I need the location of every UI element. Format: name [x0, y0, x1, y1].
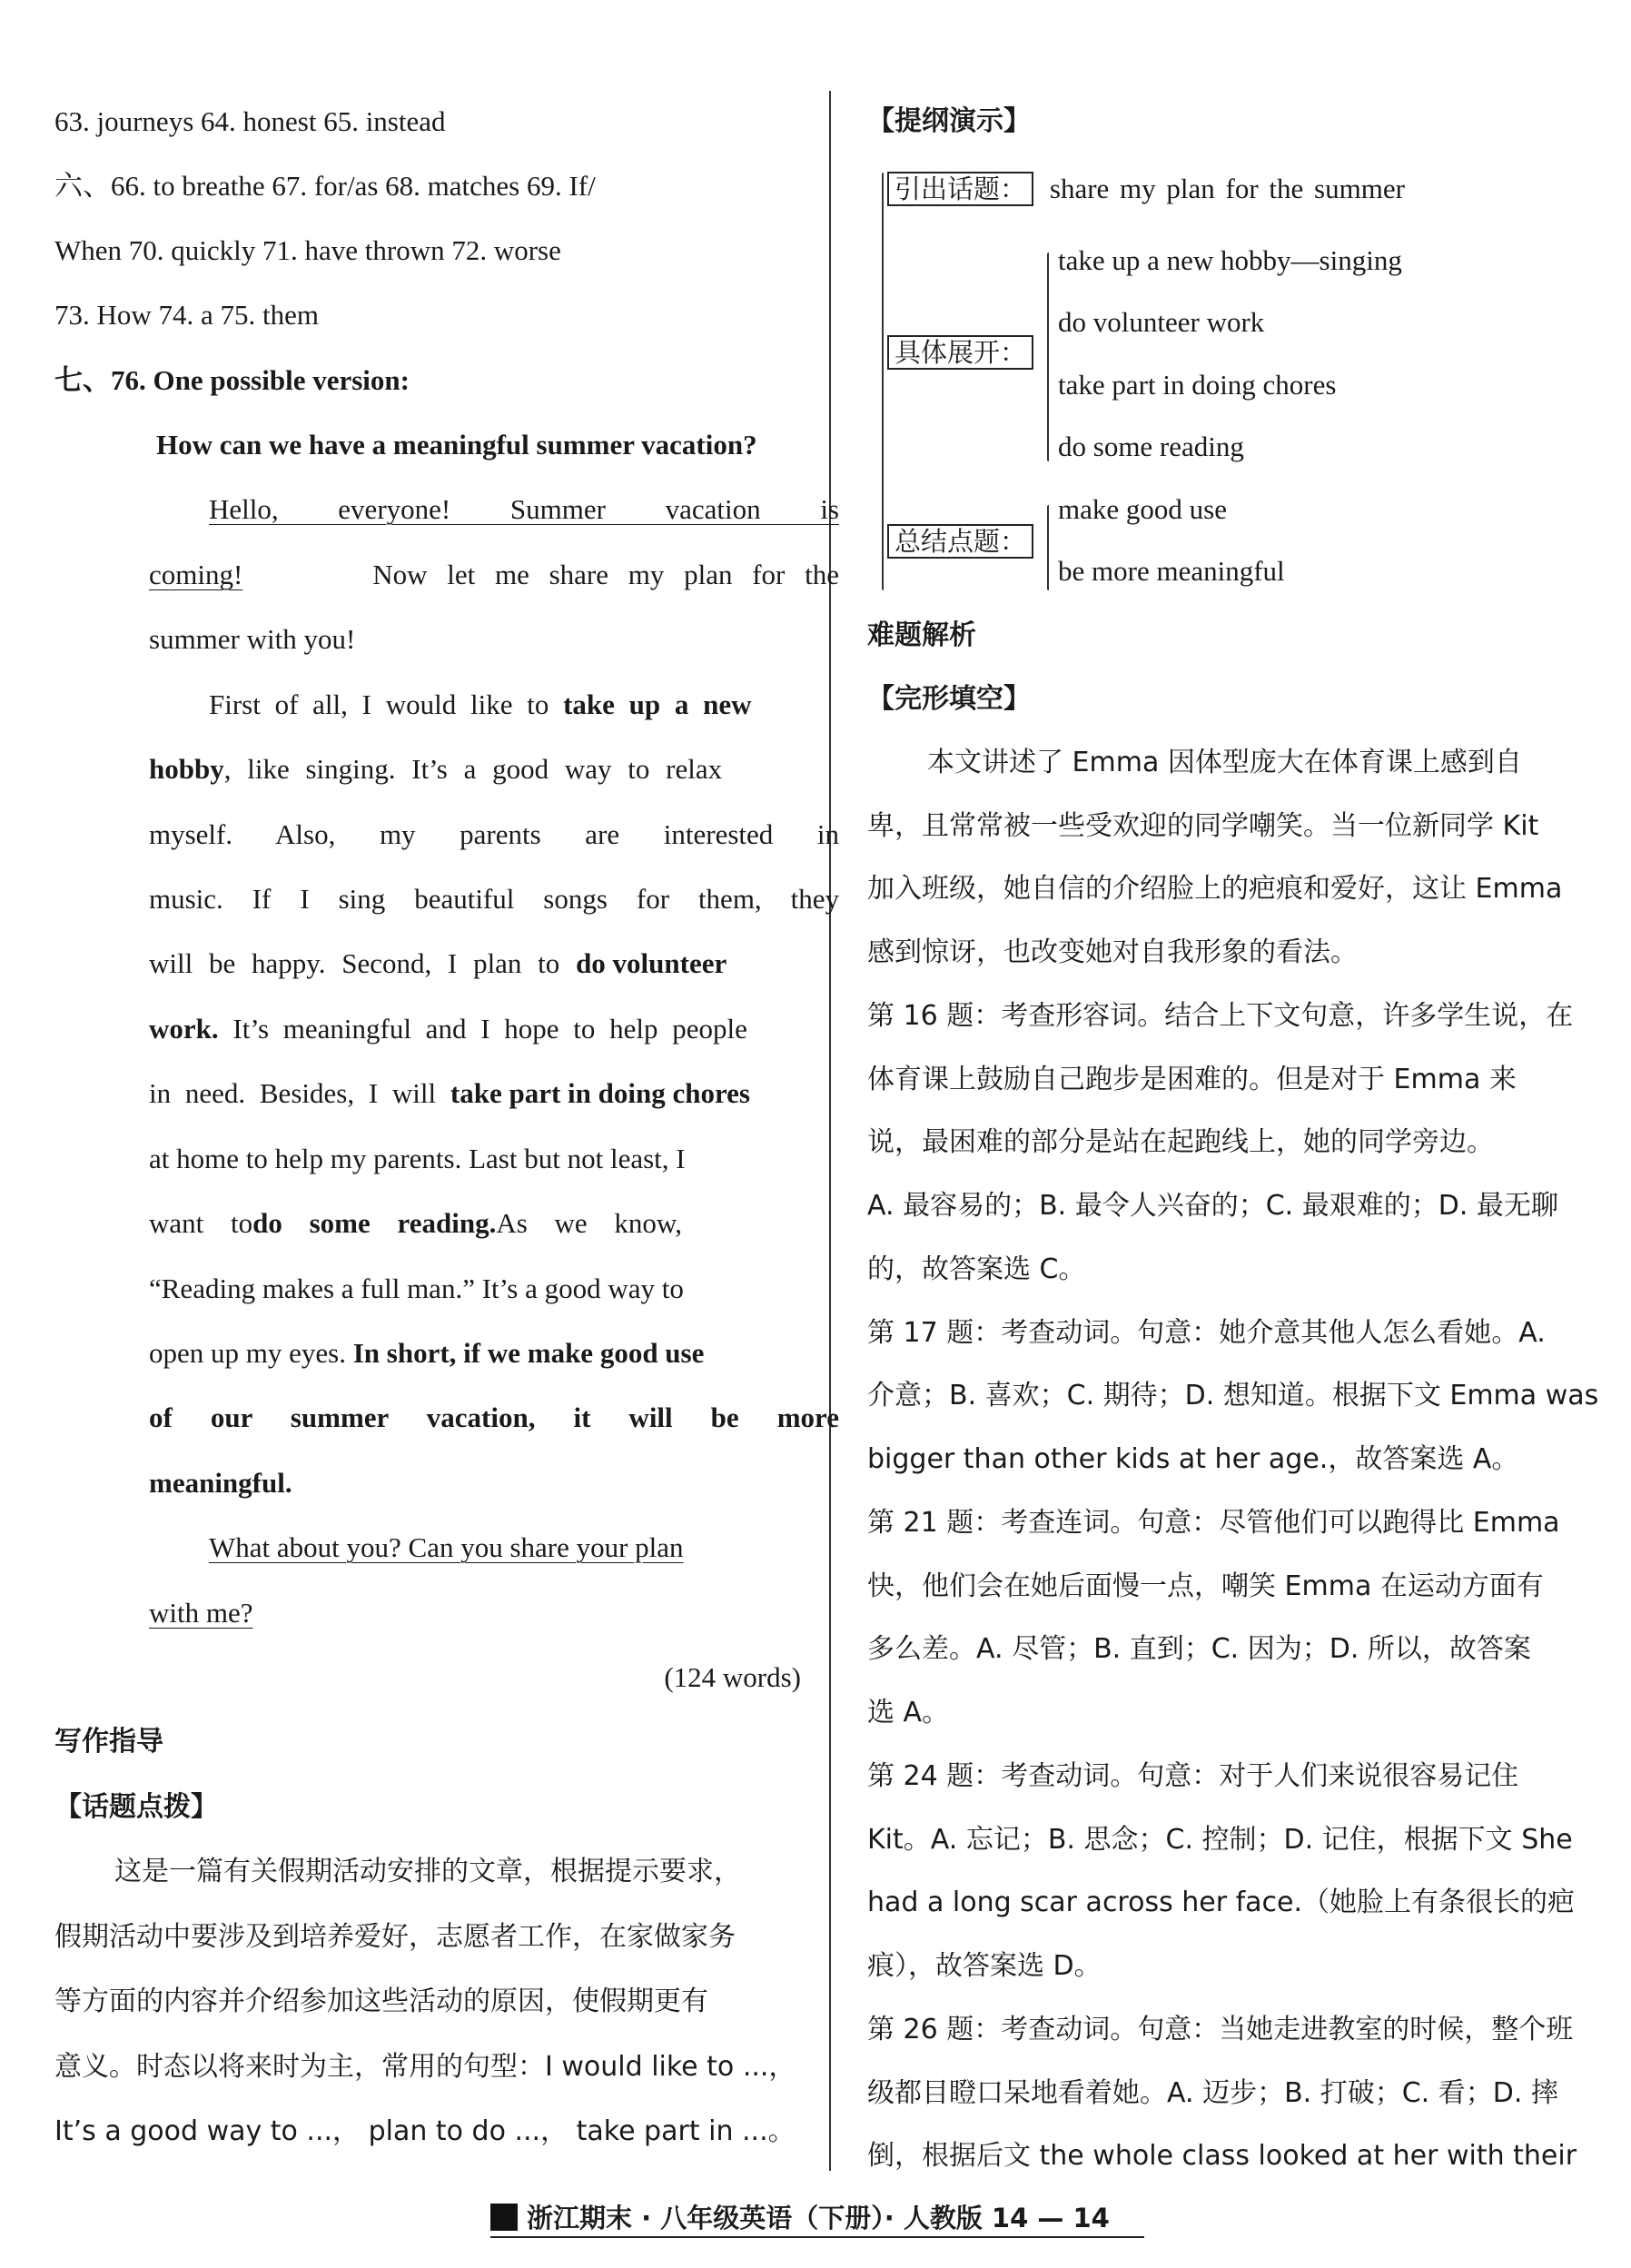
expand-box: 具体展开： [887, 335, 1033, 370]
analysis-line: 本文讲述了 Emma 因体型庞大在体育课上感到自 [927, 747, 1522, 778]
essay-line [149, 946, 727, 982]
essay-line: music. If I sing beautiful songs for them, they [149, 883, 839, 915]
column-divider [829, 91, 831, 2171]
essay-text: in need. Besides, I will [149, 1077, 450, 1109]
essay-text: work. [149, 1013, 219, 1045]
outline-brace [882, 173, 884, 590]
tip-line: 意义。时态以将来时为主，常用的句型：I would like to ...， [54, 2051, 796, 2083]
word-count: (124 words) [664, 1661, 801, 1693]
analysis-line: 的，故答案选 C。 [867, 1253, 1086, 1285]
essay-line [149, 1205, 839, 1242]
analysis-line: 级都目瞪口呆地看着她。A. 迈步；B. 打破；C. 看；D. 摔 [867, 2077, 1558, 2109]
essay-line: Hello, everyone! Summer vacation is [209, 493, 839, 525]
essay-title: How can we have a meaningful summer vacation? [156, 429, 757, 461]
tip-line: 等方面的内容并介绍参加这些活动的原因，使假期更有 [54, 1986, 708, 2017]
expand-brace [1047, 253, 1049, 461]
answer-line: 63. journeys 64. honest 65. instead [54, 105, 446, 137]
answer-line: When 70. quickly 71. have thrown 72. worse [54, 234, 561, 266]
intro-box: 引出话题： [887, 172, 1033, 206]
essay-text: As we know, [496, 1207, 683, 1239]
summary-item: be more meaningful [1058, 555, 1285, 587]
essay-text: It’s meaningful and I hope to help people [218, 1013, 747, 1045]
tip-line: It’s a good way to ...， plan to do ...， take part in ...。 [54, 2115, 796, 2147]
essay-line [149, 557, 839, 593]
essay-line [149, 1075, 750, 1112]
intro-text: share my plan for the summer [1049, 173, 1405, 204]
topic-tip-heading: 【话题点拨】 [54, 1791, 218, 1823]
essay-text: Now let me share my plan for the [372, 559, 839, 590]
essay-text: open up my eyes. [149, 1337, 353, 1369]
essay-text: , like singing. It’s a good way to relax [223, 753, 723, 785]
expand-item: take up a new hobby—singing [1058, 244, 1402, 276]
footer-square-icon [490, 2204, 518, 2231]
analysis-line: 体育课上鼓励自己跑步是困难的。但是对于 Emma 来 [867, 1064, 1517, 1095]
cloze-heading: 【完形填空】 [867, 683, 1031, 715]
summary-item: make good use [1058, 493, 1227, 525]
essay-line: with me? [149, 1597, 253, 1629]
analysis-line: 第 24 题：考查动词。句意：对于人们来说很容易记住 [867, 1760, 1519, 1792]
answer-line: 73. How 74. a 75. them [54, 299, 320, 331]
writing-guide-heading: 写作指导 [54, 1726, 163, 1758]
analysis-line: 说，最困难的部分是站在起跑线上，她的同学旁边。 [867, 1126, 1494, 1158]
analysis-line: 多么差。A. 尽管；B. 直到；C. 因为；D. 所以，故答案 [867, 1633, 1531, 1665]
analysis-line: 感到惊讶，也改变她对自我形象的看法。 [867, 936, 1358, 968]
page-footer [490, 2196, 1144, 2236]
essay-text: want to [149, 1207, 253, 1239]
essay-line: summer with you! [149, 623, 356, 655]
tip-line: 这是一篇有关假期活动安排的文章，根据提示要求， [114, 1856, 741, 1887]
analysis-line: 介意；B. 喜欢；C. 期待；D. 想知道。根据下文 Emma was [867, 1380, 1599, 1411]
analysis-line: A. 最容易的；B. 最令人兴奋的；C. 最艰难的；D. 最无聊 [867, 1190, 1558, 1222]
tip-line: 假期活动中要涉及到培养爱好，志愿者工作，在家做家务 [54, 1921, 736, 1953]
essay-text: take up a new [563, 688, 752, 720]
analysis-line: 选 A。 [867, 1697, 950, 1728]
expand-box-wrap [887, 334, 1033, 371]
analysis-line: Kit。A. 忘记；B. 思念；C. 控制；D. 记住，根据下文 She [867, 1824, 1573, 1856]
analysis-line: 第 26 题：考查动词。句意：当她走进教室的时候，整个班 [867, 2014, 1574, 2045]
essay-line [209, 687, 839, 723]
analysis-line: 第 16 题：考查形容词。结合上下文句意，许多学生说，在 [867, 1000, 1574, 1032]
expand-item: do some reading [1058, 431, 1244, 462]
analysis-line: had a long scar across her face.（她脸上有条很长的疤 [867, 1887, 1576, 1918]
essay-text: take part in doing chores [450, 1077, 750, 1109]
essay-line: “Reading makes a full man.” It’s a good way to [149, 1273, 684, 1304]
essay-line: What about you? Can you share your plan [209, 1531, 684, 1563]
footer-underline [490, 2236, 1144, 2238]
summary-box-wrap [887, 523, 1033, 560]
section-label: 七、76. One possible version: [54, 364, 410, 396]
analysis-line: 第 21 题：考查连词。句意：尽管他们可以跑得比 Emma [867, 1507, 1560, 1539]
analysis-line: 痕），故答案选 D。 [867, 1950, 1102, 1982]
analysis-line: 卑，且常常被一些受欢迎的同学嘲笑。当一位新同学 Kit [867, 810, 1539, 842]
outline-intro [887, 171, 1405, 207]
essay-line: of our summer vacation, it will be more [149, 1401, 839, 1433]
essay-text: do some reading. [252, 1207, 497, 1239]
analysis-line: 倒，根据后文 the whole class looked at her with their [867, 2140, 1577, 2172]
essay-line [149, 751, 722, 787]
summary-brace [1047, 505, 1049, 590]
essay-text: hobby [149, 753, 224, 785]
answer-line: 六、66. to breathe 67. for/as 68. matches 69. If/ [54, 170, 596, 202]
essay-text: In short, if we make good use [352, 1337, 705, 1369]
essay-text: First of all, I would like to [209, 688, 564, 720]
footer-text: 浙江期末 · 八年级英语（下册）· 人教版 14 — 14 [527, 2203, 1110, 2233]
difficult-heading: 难题解析 [867, 619, 976, 651]
essay-line [149, 1335, 704, 1372]
analysis-line: bigger than other kids at her age.，故答案选 A。 [867, 1443, 1519, 1475]
essay-text: coming! [149, 559, 243, 590]
essay-line: at home to help my parents. Last but not least, I [149, 1143, 686, 1174]
essay-text: do volunteer [576, 947, 727, 979]
expand-item: do volunteer work [1058, 306, 1265, 338]
essay-line [149, 1011, 747, 1047]
essay-line: myself. Also, my parents are interested in [149, 818, 839, 850]
expand-item: take part in doing chores [1058, 369, 1337, 401]
outline-heading: 【提纲演示】 [867, 105, 1031, 137]
analysis-line: 快，他们会在她后面慢一点，嘲笑 Emma 在运动方面有 [867, 1570, 1544, 1602]
summary-box: 总结点题： [887, 524, 1033, 559]
analysis-line: 加入班级，她自信的介绍脸上的疤痕和爱好，这让 Emma [867, 873, 1563, 905]
analysis-line: 第 17 题：考查动词。句意：她介意其他人怎么看她。A. [867, 1317, 1546, 1349]
essay-text: will be happy. Second, I plan to [149, 947, 577, 979]
essay-line: meaningful. [149, 1467, 292, 1499]
